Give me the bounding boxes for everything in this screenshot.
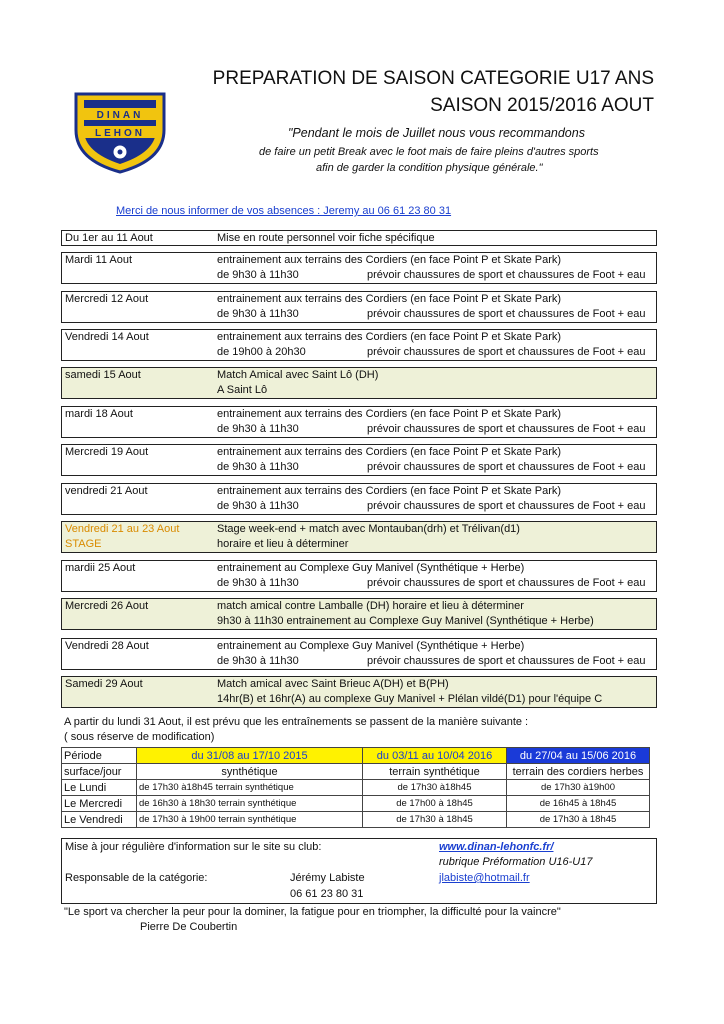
schedule-date: Du 1er au 11 Aout bbox=[65, 232, 153, 244]
table-cell: de 16h30 à 18h30 terrain synthétique bbox=[137, 796, 363, 812]
table-cell: de 17h00 à 18h45 bbox=[363, 796, 507, 812]
table-cell: de 17h30 à 18h45 bbox=[507, 812, 650, 828]
schedule-note: prévoir chaussures de sport et chaussures de Foot + eau bbox=[367, 346, 646, 358]
footer-author: Pierre De Coubertin bbox=[140, 921, 238, 933]
schedule-line1: Match Amical avec Saint Lô (DH) bbox=[217, 369, 379, 381]
page-title-line2: SAISON 2015/2016 AOUT bbox=[430, 95, 654, 116]
table-row bbox=[62, 764, 650, 780]
schedule-date: Samedi 29 Aout bbox=[65, 678, 143, 690]
table-cell: Le Vendredi bbox=[62, 812, 137, 828]
schedule-line1: entrainement au Complexe Guy Manivel (Synthétique + Herbe) bbox=[217, 562, 525, 574]
schedule-row bbox=[61, 252, 657, 284]
training-note-line2: ( sous réserve de modification) bbox=[64, 731, 215, 743]
schedule-date: Mercredi 19 Aout bbox=[65, 446, 149, 458]
logo-text-top: DINAN bbox=[96, 110, 144, 121]
page-title-line1: PREPARATION DE SAISON CATEGORIE U17 ANS bbox=[212, 68, 654, 89]
club-website-text: www.dinan-lehonfc.fr/ bbox=[439, 841, 554, 853]
schedule-line1: Mise en route personnel voir fiche spécifique bbox=[217, 232, 435, 244]
table-cell: de 17h30 à 19h00 terrain synthétique bbox=[137, 812, 363, 828]
schedule-row bbox=[61, 560, 657, 592]
schedule-line1: Match amical avec Saint Brieuc A(DH) et B(PH) bbox=[217, 678, 449, 690]
schedule-line1: match amical contre Lamballe (DH) horaire et lieu à déterminer bbox=[217, 600, 524, 612]
schedule-line2: de 9h30 à 11h30 bbox=[217, 500, 299, 512]
schedule-date: Vendredi 21 au 23 Aout bbox=[65, 523, 180, 535]
schedule-line2: de 9h30 à 11h30 bbox=[217, 655, 299, 667]
schedule-note: prévoir chaussures de sport et chaussures de Foot + eau bbox=[367, 577, 646, 589]
schedule-line2: de 9h30 à 11h30 bbox=[217, 461, 299, 473]
schedule-row-stage bbox=[61, 521, 657, 553]
table-cell: terrain des cordiers herbes bbox=[507, 764, 650, 780]
table-cell: Le Mercredi bbox=[62, 796, 137, 812]
schedule-date: mardi 18 Aout bbox=[65, 408, 133, 420]
schedule-row bbox=[61, 230, 657, 246]
schedule-line1: entrainement aux terrains des Cordiers (en face Point P et Skate Park) bbox=[217, 254, 562, 266]
schedule-date: Mercredi 12 Aout bbox=[65, 293, 149, 305]
table-cell: surface/jour bbox=[62, 764, 137, 780]
responsible-phone: 06 61 23 80 31 bbox=[290, 888, 364, 900]
schedule-line2: de 9h30 à 11h30 bbox=[217, 577, 299, 589]
table-cell: de 16h45 à 18h45 bbox=[507, 796, 650, 812]
schedule-line2: 9h30 à 11h30 entrainement au Complexe Guy Manivel (Synthétique + Herbe) bbox=[217, 615, 594, 627]
quote-line1: "Pendant le mois de Juillet nous vous recommandons bbox=[288, 126, 585, 140]
contact-info-box bbox=[61, 838, 657, 904]
schedule-line1: Stage week-end + match avec Montauban(drh) et Trélivan(d1) bbox=[217, 523, 520, 535]
schedule-row bbox=[61, 483, 657, 515]
table-cell: de 17h30 à 18h45 bbox=[363, 812, 507, 828]
period-1-header: du 31/08 au 17/10 2015 bbox=[137, 748, 363, 764]
table-cell: de 17h30 à19h00 bbox=[507, 780, 650, 796]
training-schedule-table bbox=[61, 747, 650, 828]
absence-contact-link[interactable]: Merci de nous informer de vos absences : Jeremy au 06 61 23 80 31 bbox=[116, 205, 452, 217]
schedule-line2: de 9h30 à 11h30 bbox=[217, 423, 299, 435]
table-row bbox=[62, 780, 650, 796]
schedule-date: samedi 15 Aout bbox=[65, 369, 141, 381]
schedule-line2: de 9h30 à 11h30 bbox=[217, 269, 299, 281]
schedule-line2: horaire et lieu à déterminer bbox=[217, 538, 349, 550]
schedule-note: prévoir chaussures de sport et chaussures de Foot + eau bbox=[367, 500, 646, 512]
quote-line2: de faire un petit Break avec le foot mais de faire pleins d'autres sports bbox=[259, 146, 599, 158]
rubrique-label: rubrique Préformation U16-U17 bbox=[439, 856, 593, 868]
schedule-date: mardii 25 Aout bbox=[65, 562, 136, 574]
table-cell: de 17h30 à18h45 terrain synthétique bbox=[137, 780, 363, 796]
logo-text-bottom: LEHON bbox=[95, 128, 145, 139]
schedule-row-match bbox=[61, 598, 657, 630]
schedule-line1: entrainement aux terrains des Cordiers (en face Point P et Skate Park) bbox=[217, 331, 562, 343]
schedule-date: Mercredi 26 Aout bbox=[65, 600, 149, 612]
table-cell: Période bbox=[62, 748, 137, 764]
period-2-header: du 03/11 au 10/04 2016 bbox=[363, 748, 507, 764]
responsible-name: Jérémy Labiste bbox=[290, 872, 365, 884]
period-3-header: du 27/04 au 15/06 2016 bbox=[507, 748, 650, 764]
table-header-row bbox=[62, 748, 650, 764]
schedule-row-match bbox=[61, 676, 657, 708]
schedule-row bbox=[61, 638, 657, 670]
schedule-date: vendredi 21 Aout bbox=[65, 485, 148, 497]
table-cell: Le Lundi bbox=[62, 780, 137, 796]
club-website-link[interactable] bbox=[439, 841, 553, 853]
schedule-line1: entrainement au Complexe Guy Manivel (Synthétique + Herbe) bbox=[217, 640, 525, 652]
schedule-note: prévoir chaussures de sport et chaussures de Foot + eau bbox=[367, 269, 646, 281]
schedule-note: prévoir chaussures de sport et chaussures de Foot + eau bbox=[367, 461, 646, 473]
schedule-line1: entrainement aux terrains des Cordiers (en face Point P et Skate Park) bbox=[217, 293, 562, 305]
quote-line3: afin de garder la condition physique générale." bbox=[316, 162, 543, 174]
email-link[interactable]: jlabiste@hotmail.fr bbox=[439, 872, 530, 884]
table-cell: terrain synthétique bbox=[363, 764, 507, 780]
schedule-date: Mardi 11 Aout bbox=[65, 254, 133, 266]
schedule-row bbox=[61, 406, 657, 438]
club-logo bbox=[70, 90, 170, 175]
schedule-date-stage: STAGE bbox=[65, 538, 102, 550]
table-cell: de 17h30 à18h45 bbox=[363, 780, 507, 796]
schedule-date: Vendredi 28 Aout bbox=[65, 640, 149, 652]
schedule-row-match bbox=[61, 367, 657, 399]
schedule-note: prévoir chaussures de sport et chaussures de Foot + eau bbox=[367, 655, 646, 667]
schedule-date: Vendredi 14 Aout bbox=[65, 331, 149, 343]
table-cell: synthétique bbox=[137, 764, 363, 780]
schedule-note: prévoir chaussures de sport et chaussures de Foot + eau bbox=[367, 423, 646, 435]
footer-quote: "Le sport va chercher la peur pour la dominer, la fatigue pour en triompher, la difficulté pour la vaincre" bbox=[64, 906, 561, 918]
schedule-line1: entrainement aux terrains des Cordiers (en face Point P et Skate Park) bbox=[217, 408, 562, 420]
schedule-line2: A Saint Lô bbox=[217, 384, 268, 396]
schedule-line1: entrainement aux terrains des Cordiers (en face Point P et Skate Park) bbox=[217, 446, 562, 458]
responsible-label: Responsable de la catégorie: bbox=[65, 872, 208, 884]
training-note-line1: A partir du lundi 31 Aout, il est prévu que les entraînements se passent de la manière suivante : bbox=[64, 716, 529, 728]
update-label: Mise à jour régulière d'information sur le site su club: bbox=[65, 841, 322, 853]
schedule-line1: entrainement aux terrains des Cordiers (en face Point P et Skate Park) bbox=[217, 485, 562, 497]
schedule-line2: 14hr(B) et 16hr(A) au complexe Guy Manivel + Plélan vildé(D1) pour l'équipe C bbox=[217, 693, 603, 705]
schedule-row bbox=[61, 329, 657, 361]
schedule-note: prévoir chaussures de sport et chaussures de Foot + eau bbox=[367, 308, 646, 320]
schedule-row bbox=[61, 291, 657, 323]
table-row bbox=[62, 796, 650, 812]
schedule-line2: de 9h30 à 11h30 bbox=[217, 308, 299, 320]
schedule-line2: de 19h00 à 20h30 bbox=[217, 346, 306, 358]
table-row bbox=[62, 812, 650, 828]
schedule-row bbox=[61, 444, 657, 476]
